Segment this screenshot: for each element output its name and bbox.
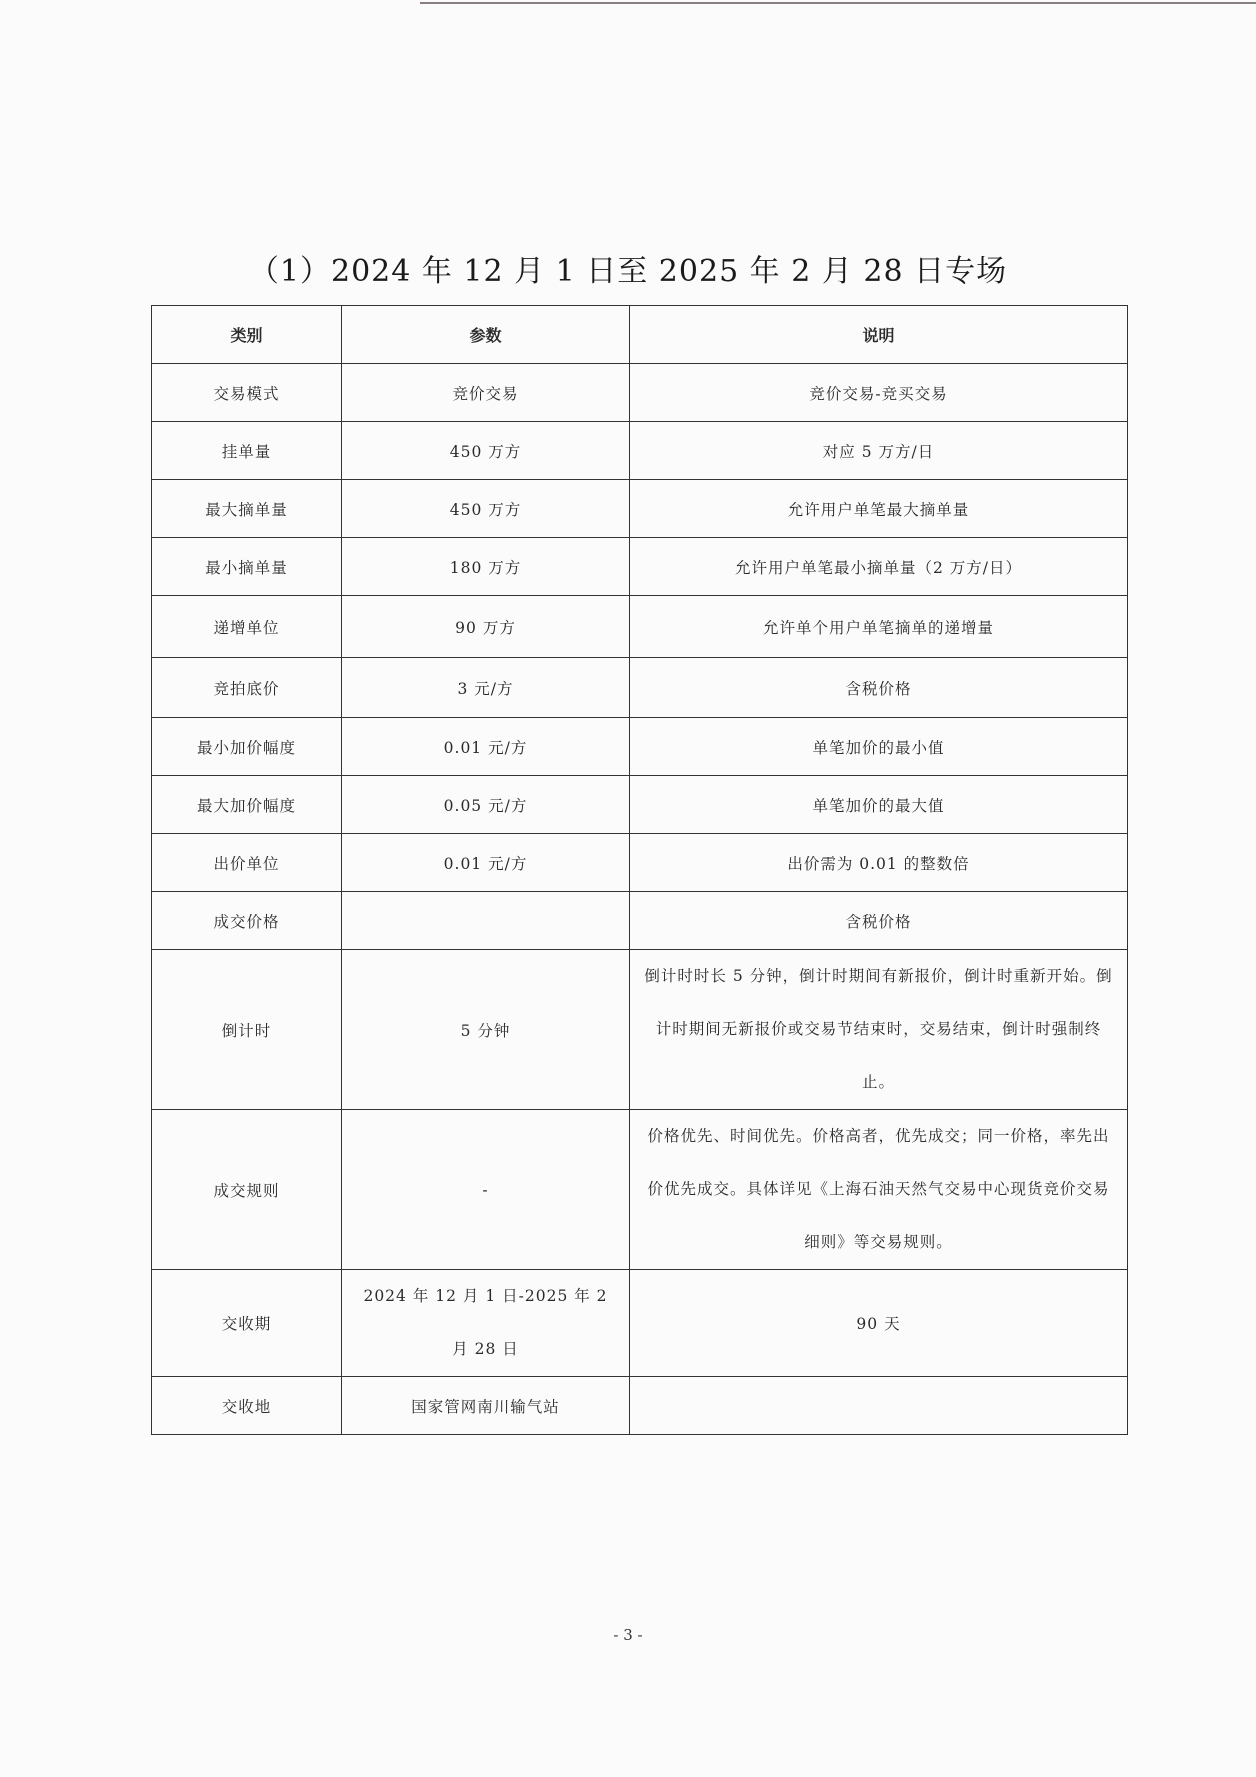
row-description: 单笔加价的最大值 xyxy=(630,776,1128,834)
table-row xyxy=(152,892,1128,950)
row-description: 允许单个用户单笔摘单的递增量 xyxy=(630,596,1128,658)
row-parameter: 450 万方 xyxy=(342,422,630,480)
table-row xyxy=(152,364,1128,422)
row-category: 成交价格 xyxy=(152,892,342,950)
row-category: 成交规则 xyxy=(152,1110,342,1270)
table-row xyxy=(152,422,1128,480)
table-row xyxy=(152,1110,1128,1270)
table-header-row xyxy=(152,306,1128,364)
table-row xyxy=(152,1377,1128,1435)
table-row xyxy=(152,718,1128,776)
row-parameter: 国家管网南川输气站 xyxy=(342,1377,630,1435)
table-row xyxy=(152,1270,1128,1377)
row-category: 最小摘单量 xyxy=(152,538,342,596)
table-row xyxy=(152,480,1128,538)
row-category: 挂单量 xyxy=(152,422,342,480)
table-row xyxy=(152,658,1128,718)
row-parameter xyxy=(342,892,630,950)
row-description: 允许用户单笔最大摘单量 xyxy=(630,480,1128,538)
row-category: 递增单位 xyxy=(152,596,342,658)
row-description: 单笔加价的最小值 xyxy=(630,718,1128,776)
row-parameter: 竞价交易 xyxy=(342,364,630,422)
header-description: 说明 xyxy=(630,306,1128,364)
row-parameter: 5 分钟 xyxy=(342,950,630,1110)
header-parameter: 参数 xyxy=(342,306,630,364)
row-category: 倒计时 xyxy=(152,950,342,1110)
trading-parameters-table xyxy=(151,305,1128,1435)
row-parameter: 0.05 元/方 xyxy=(342,776,630,834)
row-description: 出价需为 0.01 的整数倍 xyxy=(630,834,1128,892)
row-description: 竞价交易-竞买交易 xyxy=(630,364,1128,422)
header-category: 类别 xyxy=(152,306,342,364)
row-category: 竞拍底价 xyxy=(152,658,342,718)
row-description: 含税价格 xyxy=(630,892,1128,950)
row-category: 最大摘单量 xyxy=(152,480,342,538)
row-category: 交收地 xyxy=(152,1377,342,1435)
row-parameter: 180 万方 xyxy=(342,538,630,596)
row-parameter: 450 万方 xyxy=(342,480,630,538)
row-description: 90 天 xyxy=(630,1270,1128,1377)
row-description: 价格优先、时间优先。价格高者，优先成交；同一价格，率先出价优先成交。具体详见《上海石油天然气交易中心现货竞价交易细则》等交易规则。 xyxy=(630,1110,1128,1270)
row-category: 出价单位 xyxy=(152,834,342,892)
table-row xyxy=(152,834,1128,892)
row-category: 交收期 xyxy=(152,1270,342,1377)
row-category: 最大加价幅度 xyxy=(152,776,342,834)
table-row xyxy=(152,596,1128,658)
row-description: 允许用户单笔最小摘单量（2 万方/日） xyxy=(630,538,1128,596)
table-row xyxy=(152,950,1128,1110)
page-title: （1）2024 年 12 月 1 日至 2025 年 2 月 28 日专场 xyxy=(248,254,1008,289)
row-parameter: 2024 年 12 月 1 日-2025 年 2 月 28 日 xyxy=(342,1270,630,1377)
table-row xyxy=(152,538,1128,596)
row-parameter: 0.01 元/方 xyxy=(342,718,630,776)
row-description: 对应 5 万方/日 xyxy=(630,422,1128,480)
row-description: 含税价格 xyxy=(630,658,1128,718)
row-parameter: 90 万方 xyxy=(342,596,630,658)
row-parameter: 3 元/方 xyxy=(342,658,630,718)
table-row xyxy=(152,776,1128,834)
row-parameter: - xyxy=(342,1110,630,1270)
page-number: - 3 - xyxy=(613,1626,643,1644)
row-category: 最小加价幅度 xyxy=(152,718,342,776)
top-border-line xyxy=(420,2,1256,4)
row-description xyxy=(630,1377,1128,1435)
row-category: 交易模式 xyxy=(152,364,342,422)
row-parameter: 0.01 元/方 xyxy=(342,834,630,892)
row-description: 倒计时时长 5 分钟，倒计时期间有新报价，倒计时重新开始。倒计时期间无新报价或交易节结束时，交易结束，倒计时强制终止。 xyxy=(630,950,1128,1110)
